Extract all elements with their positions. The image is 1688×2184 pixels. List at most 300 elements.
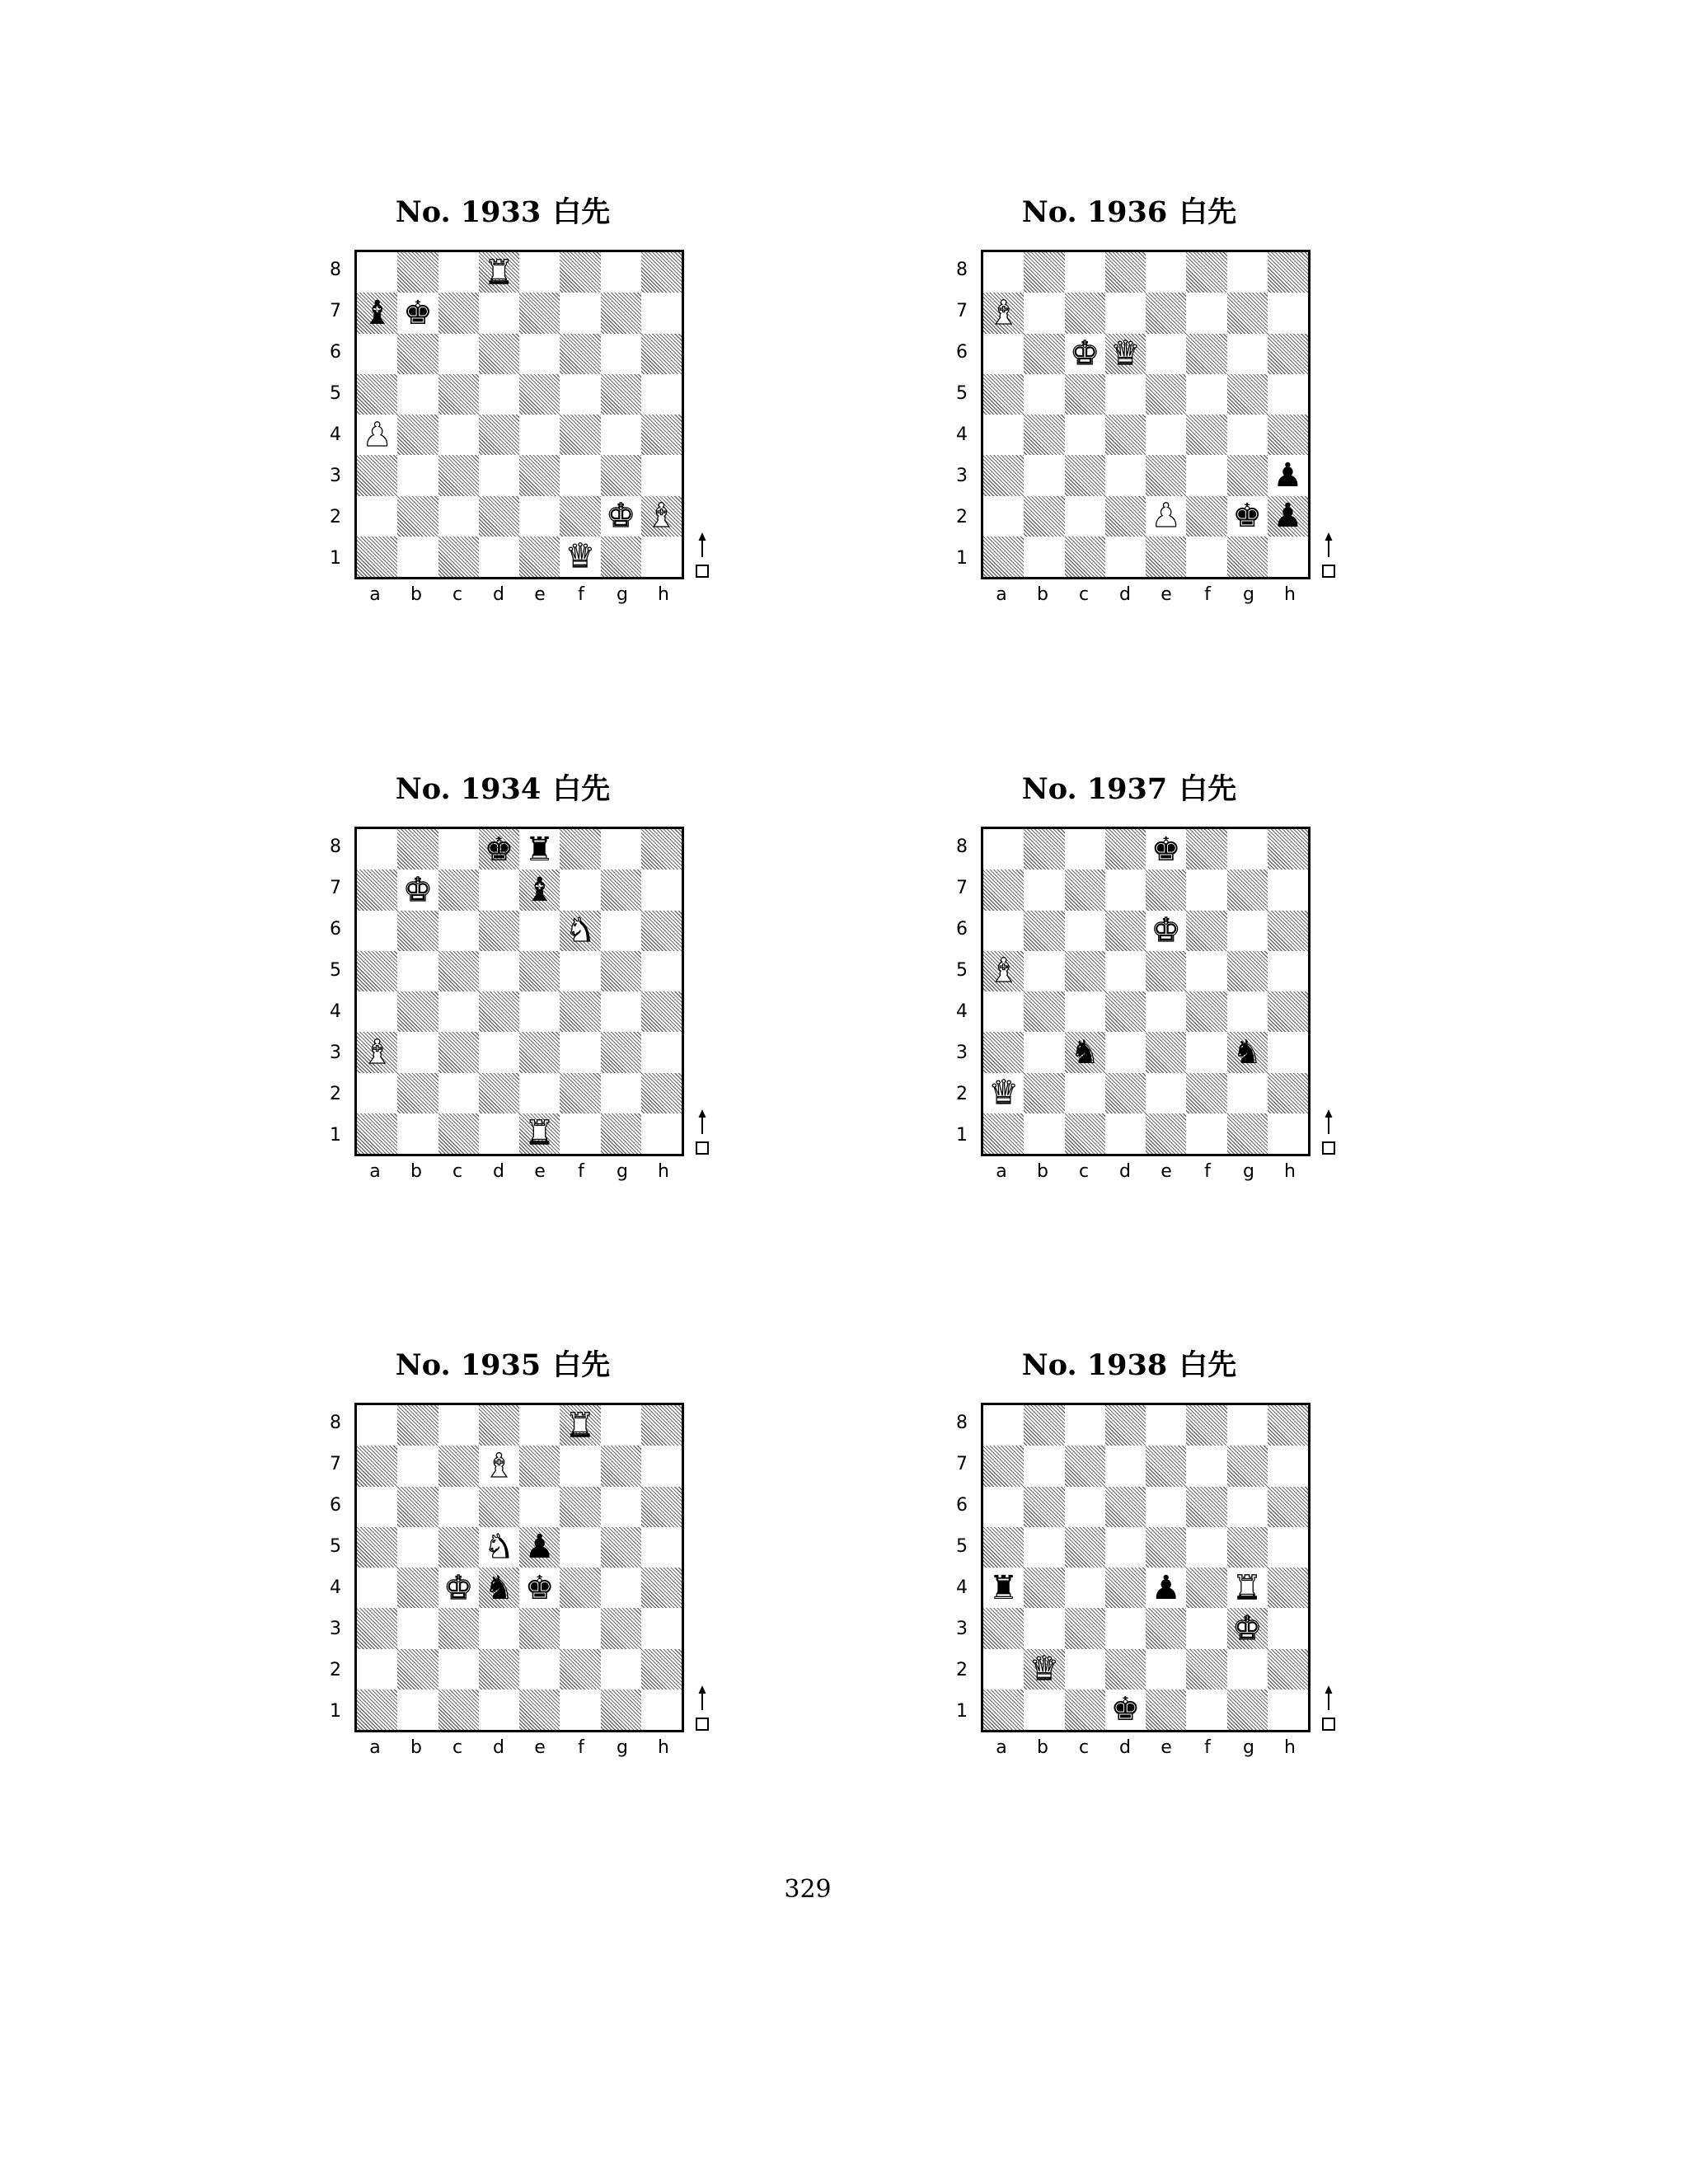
- square-g2: [601, 1649, 641, 1690]
- square-c4: [438, 1568, 479, 1608]
- square-e2: [1146, 1073, 1186, 1113]
- square-a5: [983, 951, 1024, 991]
- square-e7: [1146, 293, 1186, 333]
- square-f4: [560, 415, 600, 455]
- rank-label: 8: [956, 260, 968, 280]
- white-king-icon: ♚: [606, 497, 636, 536]
- square-g3: [1227, 455, 1268, 495]
- rank-label: 2: [330, 1084, 341, 1104]
- rank-label: 1: [330, 1125, 341, 1146]
- square-c2: [1065, 1073, 1105, 1113]
- file-label: c: [1078, 1737, 1090, 1758]
- square-h7: [641, 1446, 682, 1486]
- square-f4: [560, 1568, 600, 1608]
- square-e4: [519, 991, 560, 1032]
- square-c2: [438, 496, 479, 537]
- square-b4: [397, 415, 438, 455]
- square-d3: [479, 455, 519, 495]
- file-label: g: [617, 584, 628, 605]
- square-d4: [479, 1568, 519, 1608]
- square-e4: [519, 1568, 560, 1608]
- square-h4: [1268, 1568, 1308, 1608]
- square-a8: [357, 1405, 397, 1446]
- square-h7: [641, 293, 682, 333]
- square-c3: [438, 1608, 479, 1648]
- square-e8: [519, 829, 560, 869]
- side-to-move: 白先: [1179, 1349, 1237, 1382]
- rank-label: 2: [330, 507, 341, 527]
- rank-label: 7: [330, 878, 341, 898]
- square-a2: [983, 1649, 1024, 1690]
- rank-label: 1: [956, 548, 968, 569]
- square-b1: [397, 537, 438, 577]
- file-label: e: [1160, 584, 1172, 605]
- square-a6: [357, 1487, 397, 1527]
- white-bishop-icon: ♝: [988, 293, 1019, 332]
- rank-label: 5: [956, 1536, 968, 1557]
- black-knight-icon: ♞: [1070, 1033, 1100, 1071]
- square-h3: [641, 1608, 682, 1648]
- puzzle-number: No. 1936: [1021, 195, 1168, 229]
- square-h1: [641, 1690, 682, 1730]
- square-h6: [1268, 1487, 1308, 1527]
- square-f7: [560, 293, 600, 333]
- puzzle-1938: [948, 1345, 1311, 1807]
- square-c4: [1065, 1568, 1105, 1608]
- square-d6: [1105, 1487, 1146, 1527]
- file-label: h: [658, 584, 669, 605]
- square-c1: [438, 1690, 479, 1730]
- square-e5: [519, 374, 560, 415]
- square-b8: [1024, 252, 1064, 293]
- square-d4: [1105, 991, 1146, 1032]
- square-f7: [560, 1446, 600, 1486]
- square-d6: [479, 334, 519, 374]
- file-label: f: [578, 584, 584, 605]
- square-b7: [397, 1446, 438, 1486]
- file-label: f: [578, 1161, 584, 1182]
- square-e6: [1146, 334, 1186, 374]
- square-a8: [357, 252, 397, 293]
- white-king-icon: ♚: [1232, 1609, 1263, 1647]
- square-e7: [519, 1446, 560, 1486]
- square-b8: [397, 829, 438, 869]
- square-e3: [1146, 455, 1186, 495]
- white-rook-icon: ♜: [565, 1406, 595, 1445]
- square-c8: [438, 1405, 479, 1446]
- square-b8: [1024, 829, 1064, 869]
- white-rook-icon: ♜: [1232, 1568, 1263, 1607]
- square-a2: [357, 1649, 397, 1690]
- square-e5: [1146, 374, 1186, 415]
- square-e1: [519, 537, 560, 577]
- file-label: a: [369, 1161, 381, 1182]
- side-to-move: 白先: [552, 196, 611, 229]
- square-d5: [1105, 374, 1146, 415]
- square-f8: [560, 1405, 600, 1446]
- square-e7: [519, 869, 560, 910]
- square-b2: [397, 496, 438, 537]
- square-g3: [1227, 1032, 1268, 1072]
- square-c6: [1065, 1487, 1105, 1527]
- rank-label: 8: [956, 1413, 968, 1433]
- square-g7: [601, 293, 641, 333]
- file-labels: [354, 1160, 684, 1184]
- square-e8: [519, 252, 560, 293]
- square-g3: [601, 1608, 641, 1648]
- square-g4: [1227, 991, 1268, 1032]
- square-b2: [397, 1649, 438, 1690]
- square-h3: [1268, 455, 1308, 495]
- square-b2: [1024, 1073, 1064, 1113]
- square-d5: [479, 374, 519, 415]
- puzzle-title: [321, 769, 684, 810]
- square-e1: [1146, 1113, 1186, 1154]
- file-label: e: [534, 1737, 546, 1758]
- square-g8: [601, 829, 641, 869]
- rank-label: 4: [956, 424, 968, 445]
- white-to-move-arrow-icon: [1320, 1685, 1337, 1732]
- file-label: g: [617, 1737, 628, 1758]
- square-c6: [438, 334, 479, 374]
- square-d7: [479, 869, 519, 910]
- square-e5: [1146, 1527, 1186, 1568]
- square-f6: [1186, 1487, 1226, 1527]
- rank-label: 3: [956, 466, 968, 486]
- square-g2: [1227, 1649, 1268, 1690]
- square-f3: [1186, 455, 1226, 495]
- square-a4: [357, 415, 397, 455]
- rank-label: 1: [330, 548, 341, 569]
- square-f8: [1186, 1405, 1226, 1446]
- square-b7: [397, 293, 438, 333]
- square-h6: [641, 334, 682, 374]
- white-knight-icon: ♞: [484, 1528, 514, 1567]
- square-h8: [1268, 252, 1308, 293]
- white-queen-icon: ♛: [1110, 335, 1141, 373]
- square-e1: [1146, 537, 1186, 577]
- square-e3: [519, 1608, 560, 1648]
- square-d6: [479, 1487, 519, 1527]
- rank-label: 6: [956, 342, 968, 363]
- square-a2: [983, 496, 1024, 537]
- square-f6: [560, 1487, 600, 1527]
- square-e1: [519, 1690, 560, 1730]
- black-king-icon: ♚: [524, 1568, 555, 1607]
- white-queen-icon: ♛: [1029, 1650, 1059, 1689]
- square-h5: [1268, 951, 1308, 991]
- square-h4: [641, 1568, 682, 1608]
- square-d1: [479, 1690, 519, 1730]
- rank-labels: [950, 250, 974, 579]
- square-b3: [397, 1032, 438, 1072]
- rank-label: 4: [956, 1577, 968, 1598]
- square-c3: [1065, 1608, 1105, 1648]
- square-f6: [560, 911, 600, 951]
- square-a4: [983, 415, 1024, 455]
- white-to-move-arrow-icon: [694, 532, 710, 579]
- square-c5: [438, 1527, 479, 1568]
- file-label: d: [493, 584, 504, 605]
- square-g3: [601, 1032, 641, 1072]
- square-g5: [601, 1527, 641, 1568]
- rank-label: 1: [956, 1701, 968, 1722]
- black-pawn-icon: ♟: [1273, 497, 1303, 536]
- puzzle-number: No. 1935: [395, 1348, 542, 1382]
- puzzle-number: No. 1938: [1021, 1348, 1168, 1382]
- square-c6: [1065, 911, 1105, 951]
- square-h3: [1268, 1608, 1308, 1648]
- rank-label: 6: [330, 1495, 341, 1516]
- square-d5: [1105, 1527, 1146, 1568]
- square-b2: [1024, 496, 1064, 537]
- black-pawn-icon: ♟: [1151, 1568, 1181, 1607]
- square-f3: [560, 455, 600, 495]
- square-a7: [983, 1446, 1024, 1486]
- white-pawn-icon: ♟: [362, 415, 392, 454]
- rank-label: 4: [956, 1001, 968, 1022]
- square-g2: [1227, 1073, 1268, 1113]
- square-b6: [1024, 911, 1064, 951]
- file-label: e: [1160, 1161, 1172, 1182]
- square-a4: [983, 991, 1024, 1032]
- square-f4: [1186, 415, 1226, 455]
- square-d6: [479, 911, 519, 951]
- rank-label: 1: [330, 1701, 341, 1722]
- square-f6: [1186, 911, 1226, 951]
- square-b1: [397, 1113, 438, 1154]
- square-b3: [1024, 1032, 1064, 1072]
- square-c1: [438, 1113, 479, 1154]
- file-label: b: [1037, 584, 1048, 605]
- square-e8: [1146, 829, 1186, 869]
- rank-label: 4: [330, 424, 341, 445]
- square-d7: [1105, 293, 1146, 333]
- square-h1: [641, 1113, 682, 1154]
- square-h1: [1268, 1113, 1308, 1154]
- file-label: h: [1284, 1737, 1296, 1758]
- square-f5: [1186, 1527, 1226, 1568]
- square-f7: [1186, 869, 1226, 910]
- square-h2: [1268, 1073, 1308, 1113]
- rank-label: 2: [956, 507, 968, 527]
- square-f8: [1186, 829, 1226, 869]
- black-king-icon: ♚: [402, 293, 433, 332]
- file-label: b: [410, 584, 422, 605]
- file-label: a: [369, 584, 381, 605]
- square-d5: [1105, 951, 1146, 991]
- square-f1: [1186, 1113, 1226, 1154]
- square-h2: [1268, 1649, 1308, 1690]
- white-bishop-icon: ♝: [988, 952, 1019, 991]
- black-king-icon: ♚: [1232, 497, 1263, 536]
- square-g7: [601, 1446, 641, 1486]
- square-d2: [479, 496, 519, 537]
- square-g8: [1227, 1405, 1268, 1446]
- square-f2: [560, 1649, 600, 1690]
- square-a1: [357, 537, 397, 577]
- square-d7: [479, 293, 519, 333]
- side-to-move: 白先: [1179, 773, 1237, 806]
- square-c5: [1065, 951, 1105, 991]
- square-c1: [1065, 537, 1105, 577]
- square-e6: [519, 334, 560, 374]
- square-d8: [1105, 1405, 1146, 1446]
- square-a5: [357, 951, 397, 991]
- square-f2: [560, 1073, 600, 1113]
- square-h1: [641, 537, 682, 577]
- square-h7: [641, 869, 682, 910]
- rank-label: 8: [330, 260, 341, 280]
- rank-label: 7: [330, 1454, 341, 1474]
- square-d3: [479, 1608, 519, 1648]
- square-c8: [1065, 252, 1105, 293]
- rank-label: 2: [956, 1660, 968, 1680]
- square-a1: [357, 1113, 397, 1154]
- black-knight-icon: ♞: [1232, 1033, 1263, 1071]
- white-king-icon: ♚: [402, 870, 433, 909]
- square-f4: [1186, 991, 1226, 1032]
- square-f6: [1186, 334, 1226, 374]
- rank-label: 5: [956, 383, 968, 404]
- square-h6: [641, 911, 682, 951]
- puzzle-title: [948, 1345, 1311, 1386]
- square-e3: [519, 455, 560, 495]
- rank-label: 2: [956, 1084, 968, 1104]
- square-c3: [1065, 1032, 1105, 1072]
- square-e4: [1146, 991, 1186, 1032]
- chess-board: [981, 250, 1311, 579]
- puzzle-title: [948, 192, 1311, 233]
- square-c4: [1065, 415, 1105, 455]
- rank-labels: [950, 1403, 974, 1732]
- white-queen-icon: ♛: [988, 1074, 1019, 1113]
- square-c6: [438, 1487, 479, 1527]
- square-d8: [1105, 252, 1146, 293]
- square-g6: [601, 1487, 641, 1527]
- square-h7: [1268, 293, 1308, 333]
- rank-label: 1: [956, 1125, 968, 1146]
- square-d7: [1105, 1446, 1146, 1486]
- square-c7: [1065, 869, 1105, 910]
- square-g8: [1227, 252, 1268, 293]
- file-label: b: [410, 1161, 422, 1182]
- white-king-icon: ♚: [443, 1568, 474, 1607]
- square-e6: [1146, 1487, 1186, 1527]
- square-a4: [983, 1568, 1024, 1608]
- square-c5: [1065, 374, 1105, 415]
- square-f3: [1186, 1608, 1226, 1648]
- square-g4: [1227, 1568, 1268, 1608]
- square-a3: [357, 1608, 397, 1648]
- square-a7: [357, 869, 397, 910]
- square-f8: [560, 252, 600, 293]
- square-h6: [641, 1487, 682, 1527]
- white-king-icon: ♚: [1070, 335, 1100, 373]
- rank-label: 3: [956, 1619, 968, 1639]
- square-f2: [560, 496, 600, 537]
- square-d4: [479, 991, 519, 1032]
- puzzle-title: [321, 192, 684, 233]
- square-d1: [1105, 1690, 1146, 1730]
- file-label: h: [1284, 1161, 1296, 1182]
- file-label: c: [452, 1161, 463, 1182]
- square-e2: [1146, 496, 1186, 537]
- square-e7: [1146, 1446, 1186, 1486]
- square-f2: [1186, 496, 1226, 537]
- file-label: c: [1078, 1161, 1090, 1182]
- rank-labels: [950, 827, 974, 1156]
- file-label: b: [1037, 1161, 1048, 1182]
- square-b5: [1024, 1527, 1064, 1568]
- rank-label: 6: [956, 1495, 968, 1516]
- square-b4: [1024, 415, 1064, 455]
- file-label: f: [578, 1737, 584, 1758]
- square-f3: [560, 1608, 600, 1648]
- square-b6: [1024, 334, 1064, 374]
- file-label: f: [1204, 584, 1211, 605]
- square-d2: [479, 1649, 519, 1690]
- square-a5: [983, 1527, 1024, 1568]
- square-h6: [1268, 334, 1308, 374]
- square-e2: [1146, 1649, 1186, 1690]
- white-to-move-arrow-icon: [694, 1109, 710, 1155]
- square-b1: [1024, 1690, 1064, 1730]
- white-bishop-icon: ♝: [646, 497, 677, 536]
- rank-labels: [323, 1403, 348, 1732]
- file-label: g: [617, 1161, 628, 1182]
- square-f5: [560, 951, 600, 991]
- square-a7: [357, 1446, 397, 1486]
- square-d8: [479, 1405, 519, 1446]
- square-b6: [1024, 1487, 1064, 1527]
- square-d1: [1105, 1113, 1146, 1154]
- file-label: g: [1243, 1161, 1254, 1182]
- file-label: f: [1204, 1737, 1211, 1758]
- square-h5: [641, 951, 682, 991]
- square-b4: [397, 991, 438, 1032]
- square-d1: [479, 1113, 519, 1154]
- square-c1: [438, 537, 479, 577]
- square-a3: [983, 1608, 1024, 1648]
- square-b7: [1024, 1446, 1064, 1486]
- square-b5: [1024, 374, 1064, 415]
- square-a4: [357, 1568, 397, 1608]
- square-g4: [601, 1568, 641, 1608]
- puzzle-1937: [948, 769, 1311, 1230]
- puzzle-1934: [321, 769, 684, 1230]
- square-h1: [1268, 537, 1308, 577]
- square-e4: [1146, 1568, 1186, 1608]
- side-to-move: 白先: [552, 773, 611, 806]
- square-b5: [397, 1527, 438, 1568]
- square-a6: [983, 334, 1024, 374]
- file-label: g: [1243, 1737, 1254, 1758]
- square-h4: [1268, 991, 1308, 1032]
- rank-label: 8: [330, 837, 341, 857]
- square-c2: [1065, 1649, 1105, 1690]
- square-a6: [983, 1487, 1024, 1527]
- file-labels: [354, 583, 684, 607]
- square-e2: [519, 1073, 560, 1113]
- rank-label: 7: [956, 878, 968, 898]
- white-to-move-arrow-icon: [1320, 1109, 1337, 1155]
- rank-label: 3: [956, 1043, 968, 1063]
- square-a8: [357, 829, 397, 869]
- square-b8: [397, 1405, 438, 1446]
- puzzle-title: [321, 1345, 684, 1386]
- rank-label: 4: [330, 1577, 341, 1598]
